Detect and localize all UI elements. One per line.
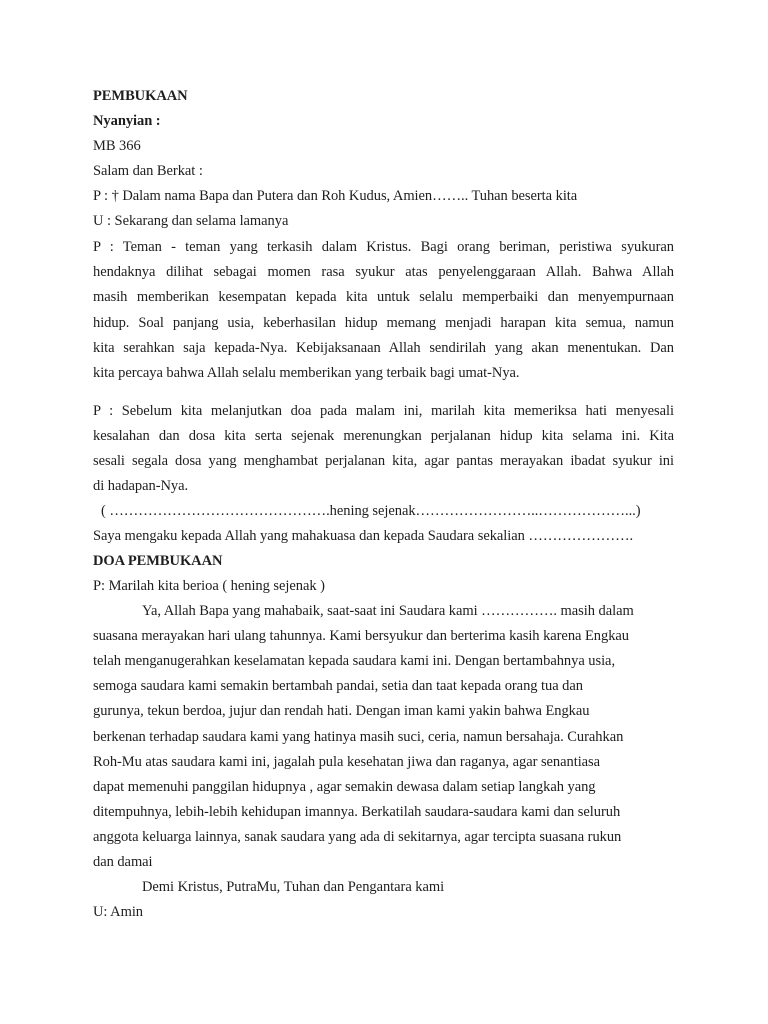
paragraph-line: P : Teman - teman yang terkasih dalam Kristus. Bagi orang beriman, peristiwa syukuran bbox=[93, 239, 674, 255]
heading-doa-pembukaan: DOA PEMBUKAAN bbox=[93, 553, 223, 569]
paragraph-line: hidup. Soal panjang usia, keberhasilan hidup memang menjadi harapan kita semua, namun bbox=[93, 315, 674, 331]
song-label: Nyanyian : bbox=[93, 113, 161, 129]
heading-pembukaan: PEMBUKAAN bbox=[93, 88, 188, 104]
paragraph-line: kita percaya bahwa Allah selalu memberikan yang terbaik bagi umat-Nya. bbox=[93, 365, 520, 381]
prayer-line: suasana merayakan hari ulang tahunnya. Kami bersyukur dan berterima kasih karena Engkau bbox=[93, 628, 629, 644]
prayer-invitation: P: Marilah kita berioa ( hening sejenak ) bbox=[93, 578, 325, 594]
paragraph-line: di hadapan-Nya. bbox=[93, 478, 189, 494]
silence-line: ( ……………………………………….hening sejenak……………………..………………...) bbox=[101, 503, 641, 519]
greeting-priest-line: P : † Dalam nama Bapa dan Putera dan Roh Kudus, Amien…….. Tuhan beserta kita bbox=[93, 188, 578, 204]
paragraph-line: kita serahkan saja kepada-Nya. Kebijaksanaan Allah sendirilah yang akan menentukan. Dan bbox=[93, 340, 674, 356]
paragraph-line: P : Sebelum kita melanjutkan doa pada malam ini, marilah kita memeriksa hati menyesali bbox=[93, 403, 674, 419]
song-number: MB 366 bbox=[93, 138, 141, 154]
prayer-line: anggota keluarga lainnya, sanak saudara yang ada di sekitarnya, agar tercipta suasana rukun bbox=[93, 829, 622, 845]
prayer-response: U: Amin bbox=[93, 904, 144, 920]
paragraph-line: hendaknya dilihat sebagai momen rasa syukur atas penyelenggaraan Allah. Bahwa Allah bbox=[93, 264, 674, 280]
prayer-line: telah menganugerahkan keselamatan kepada saudara kami ini. Dengan bertambahnya usia, bbox=[93, 653, 616, 669]
prayer-closing: Demi Kristus, PutraMu, Tuhan dan Pengantara kami bbox=[142, 879, 445, 895]
paragraph-line: sesali segala dosa yang menghambat perjalanan kita, agar pantas merayakan ibadat syukur ini bbox=[93, 453, 674, 469]
prayer-line: berkenan terhadap saudara kami yang hatinya masih suci, ceria, namun bersahaja. Curahkan bbox=[93, 729, 624, 745]
prayer-line: ditempuhnya, lebih-lebih kehidupan imannya. Berkatilah saudara-saudara kami dan seluruh bbox=[93, 804, 621, 820]
paragraph-line: masih memberikan kesempatan kepada kita untuk selalu memperbaiki dan menyempurnaan bbox=[93, 289, 674, 305]
prayer-line: dan damai bbox=[93, 854, 153, 870]
prayer-line: Ya, Allah Bapa yang mahabaik, saat-saat ini Saudara kami ……………. masih dalam bbox=[142, 603, 634, 619]
greeting-label: Salam dan Berkat : bbox=[93, 163, 203, 179]
prayer-line: semoga saudara kami semakin bertambah pandai, setia dan taat kepada orang tua dan bbox=[93, 678, 583, 694]
prayer-line: Roh-Mu atas saudara kami ini, jagalah pula kesehatan jiwa dan raganya, agar senantiasa bbox=[93, 754, 601, 770]
confession-line: Saya mengaku kepada Allah yang mahakuasa dan kepada Saudara sekalian …………………. bbox=[93, 528, 634, 544]
paragraph-line: kesalahan dan dosa kita serta sejenak merenungkan perjalanan hidup kita selama ini. Kita bbox=[93, 428, 674, 444]
prayer-line: gurunya, tekun berdoa, jujur dan rendah hati. Dengan iman kami yakin bahwa Engkau bbox=[93, 703, 590, 719]
prayer-line: dapat memenuhi panggilan hidupnya , agar semakin dewasa dalam setiap langkah yang bbox=[93, 779, 596, 795]
greeting-response-line: U : Sekarang dan selama lamanya bbox=[93, 213, 289, 229]
